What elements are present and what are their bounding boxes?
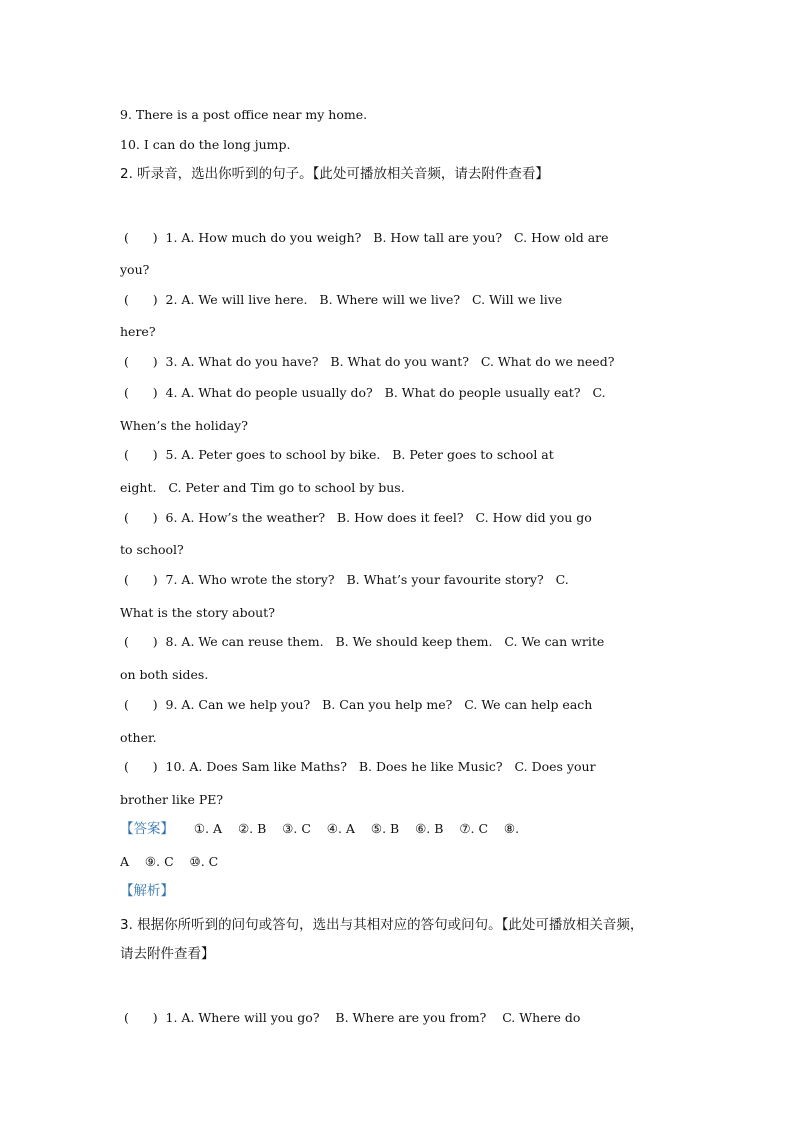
question-1: ( ) 1. A. How much do you weigh? B. How tall are you? C. How old are (120, 230, 609, 245)
answer-line (120, 821, 519, 837)
question-6: ( ) 6. A. How’s the weather? B. How does it feel? C. How did you go (120, 510, 592, 525)
question-10-cont: brother like PE? (120, 792, 224, 807)
section-3-heading-cont: 请去附件查看】 (120, 946, 215, 962)
question-3: ( ) 3. A. What do you have? B. What do you want? C. What do we need? (120, 354, 615, 369)
question-1-cont: you? (120, 262, 150, 277)
section-3-question-1: ( ) 1. A. Where will you go? B. Where are you from? C. Where do (120, 1010, 581, 1025)
answer-values-cont: A ⑨. C ⑩. C (120, 854, 219, 869)
section-2-heading: 2. 听录音，选出你听到的句子。【此处可播放相关音频，请去附件查看】 (120, 166, 549, 182)
question-10: ( ) 10. A. Does Sam like Maths? B. Does he like Music? C. Does your (120, 759, 596, 774)
item-10: 10. I can do the long jump. (120, 137, 291, 152)
analysis-label: 【解析】 (120, 883, 174, 899)
question-4-cont: When’s the holiday? (120, 418, 248, 433)
question-8: ( ) 8. A. We can reuse them. B. We should keep them. C. We can write (120, 634, 605, 649)
item-9: 9. There is a post office near my home. (120, 107, 368, 122)
question-7: ( ) 7. A. Who wrote the story? B. What’s your favourite story? C. (120, 572, 569, 587)
section-3-heading: 3. 根据你所听到的问句或答句，选出与其相对应的答句或问句。【此处可播放相关音频， (120, 917, 644, 933)
question-9-cont: other. (120, 730, 157, 745)
question-4: ( ) 4. A. What do people usually do? B. What do people usually eat? C. (120, 385, 606, 400)
question-2-cont: here? (120, 324, 156, 339)
question-8-cont: on both sides. (120, 667, 209, 682)
question-5-cont: eight. C. Peter and Tim go to school by bus. (120, 480, 405, 495)
question-9: ( ) 9. A. Can we help you? B. Can you help me? C. We can help each (120, 697, 593, 712)
question-2: ( ) 2. A. We will live here. B. Where will we live? C. Will we live (120, 292, 563, 307)
question-5: ( ) 5. A. Peter goes to school by bike. B. Peter goes to school at (120, 447, 554, 462)
answer-label: 【答案】 (120, 821, 174, 837)
answer-values: ①. A ②. B ③. C ④. A ⑤. B ⑥. B ⑦. C ⑧. (174, 821, 520, 836)
question-7-cont: What is the story about? (120, 605, 275, 620)
question-6-cont: to school? (120, 542, 184, 557)
